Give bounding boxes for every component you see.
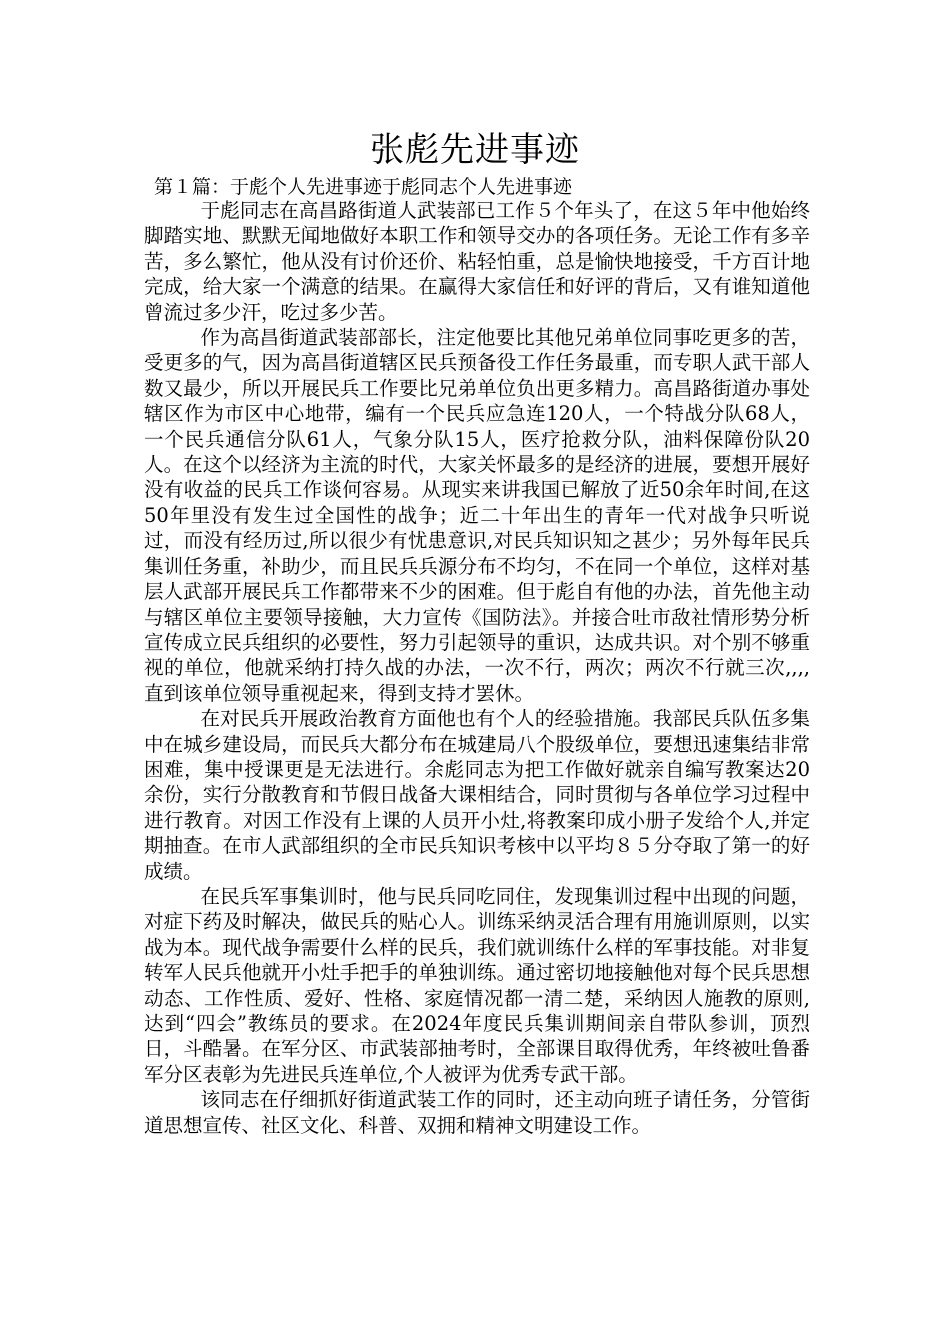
document-title: 张彪先进事迹 [370,130,580,170]
paragraph-4: 在民兵军事集训时，他与民兵同吃同住，发现集训过程中出现的问题，对症下药及时解决，做民兵的贴心人。训练采纳灵活合理有用施训原则，以实战为本。现代战争需要什么样的民兵，我们就训练什么样的军事技能。对非复转军人民兵他就开小灶手把手的单独训练。通过密切地接触他对每个民兵思想动态、工作性质、爱好、性格、家庭情况都一清二楚，采纳因人施教的原则,达到“四会”教练员的要求。在2024年度民兵集训期间亲自带队参训，顶烈日，斗酷暑。在军分区、市武装部抽考时，全部课目取得优秀，年终被吐鲁番军分区表彰为先进民兵连单位,个人被评为优秀专武干部。 [144,884,810,1086]
paragraph-3: 在对民兵开展政治教育方面他也有个人的经验措施。我部民兵队伍多集中在城乡建设局，而民兵大都分布在城建局八个股级单位，要想迅速集结非常困难，集中授课更是无法进行。余彪同志为把工作做好就亲自编写教案达20余份，实行分散教育和节假日战备大课相结合，同时贯彻与各单位学习过程中进行教育。对因工作没有上课的人员开小灶,将教案印成小册子发给个人,并定期抽查。在市人武部组织的全市民兵知识考核中以平均８５分夺取了第一的好成绩。 [144,707,810,883]
paragraph-5: 该同志在仔细抓好街道武装工作的同时，还主动向班子请任务，分管街道思想宣传、社区文化、科普、双拥和精神文明建设工作。 [144,1088,810,1137]
article-subtitle: 第１篇：于彪个人先进事迹于彪同志个人先进事迹 [154,176,573,198]
paragraph-1: 于彪同志在高昌路街道人武装部已工作５个年头了，在这５年中他始终脚踏实地、默默无闻地做好本职工作和领导交办的各项任务。无论工作有多辛苦，多么繁忙，他从没有讨价还价、粘轻怕重，总是愉快地接受，千方百计地完成，给大家一个满意的结果。在赢得大家信任和好评的背后，又有谁知道他曾流过多少汗，吃过多少苦。 [144,199,810,324]
paragraph-2: 作为高昌街道武装部部长，注定他要比其他兄弟单位同事吃更多的苦，受更多的气，因为高昌街道辖区民兵预备役工作任务最重，而专职人武干部人数又最少，所以开展民兵工作要比兄弟单位负出更多精力。高昌路街道办事处辖区作为市区中心地带，编有一个民兵应急连120人，一个特战分队68人，一个民兵通信分队61人，气象分队15人，医疗抢救分队，油料保障份队20人。在这个以经济为主流的时代，大家关怀最多的是经济的进展，要想开展好没有收益的民兵工作谈何容易。从现实来讲我国已解放了近50余年时间,在这50年里没有发生过全国性的战争；近二十年出生的青年一代对战争只听说过，而没有经历过,所以很少有忧患意识,对民兵知识知之甚少；另外每年民兵集训任务重，补助少，而且民兵兵源分布不均匀，不在同一个单位，这样对基层人武部开展民兵工作都带来不少的困难。但于彪自有他的办法，首先他主动与辖区单位主要领导接触，大力宣传《国防法》。并接合吐市敌社情形势分析宣传成立民兵组织的必要性，努力引起领导的重识，达成共识。对个别不够重视的单位，他就采纳打持久战的办法，一次不行，两次；两次不行就三次,,,,直到该单位领导重视起来，得到支持才罢休。 [144,326,810,705]
article-body [144,198,810,1138]
